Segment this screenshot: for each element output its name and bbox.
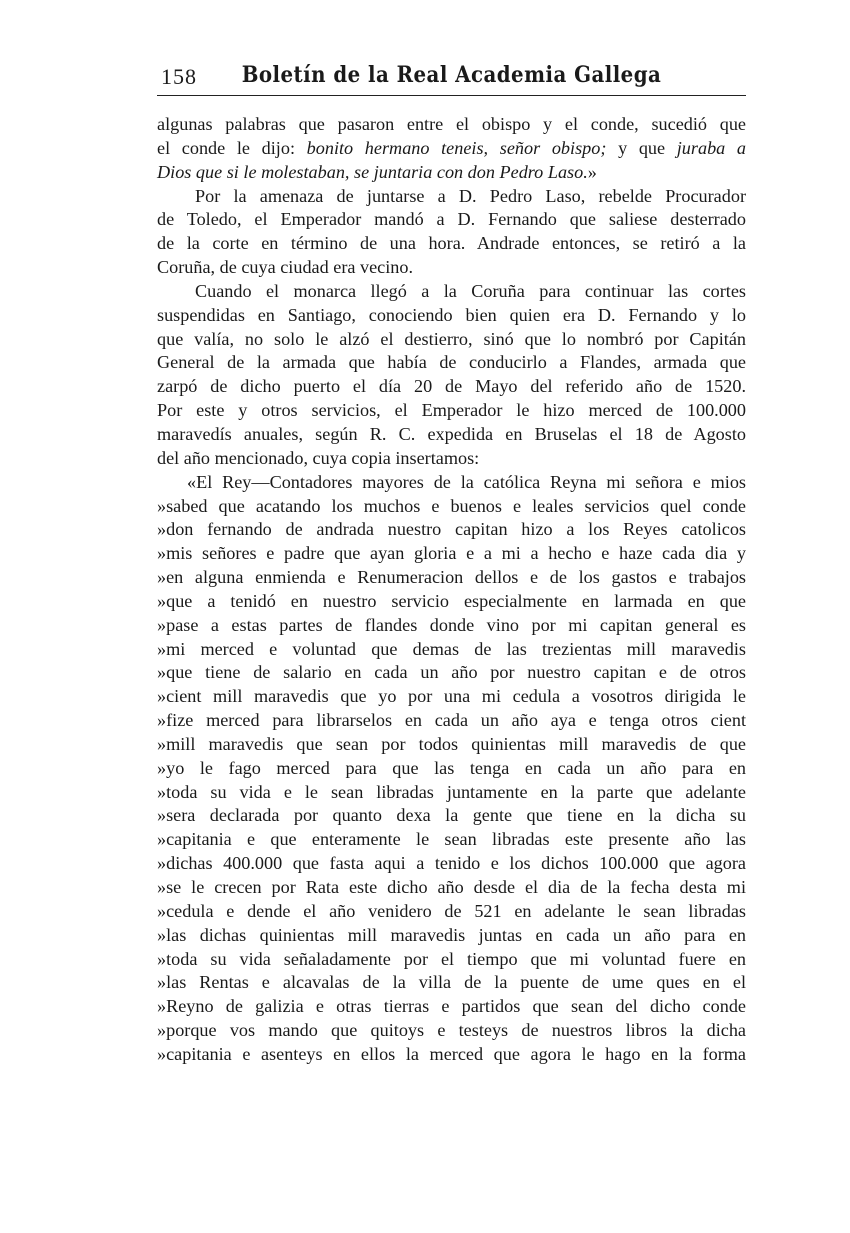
text-segment: »fize merced para librarselos en cada un año aya e tenga otros cient — [157, 710, 746, 731]
text-line — [157, 495, 746, 519]
text-segment: de la corte en término de una hora. Andrade entonces, se retiró a la — [157, 233, 746, 254]
text-line — [157, 733, 746, 757]
text-line — [157, 781, 746, 805]
text-line — [157, 256, 746, 280]
text-segment: »que a tenidó en nuestro servicio especialmente en larmada en que — [157, 590, 746, 611]
text-segment: Por la amenaza de juntarse a D. Pedro Laso, rebelde Procurador — [195, 185, 746, 206]
text-line — [157, 471, 746, 495]
text-line — [157, 900, 746, 924]
text-line — [157, 423, 746, 447]
text-line — [157, 208, 746, 232]
text-line — [157, 828, 746, 852]
text-line — [157, 971, 746, 995]
text-line — [157, 876, 746, 900]
text-line — [157, 661, 746, 685]
text-segment: maravedís anuales, según R. C. expedida en Bruselas el 18 de Agosto — [157, 423, 746, 444]
text-segment: »porque vos mando que quitoys e testeys de nuestros libros la dicha — [157, 1020, 746, 1041]
text-segment: y que — [606, 137, 677, 158]
italic-text-segment: bonito hermano teneis, señor obispo; — [306, 137, 607, 158]
text-segment: » — [587, 161, 597, 182]
text-line — [157, 351, 746, 375]
text-line — [157, 638, 746, 662]
page-number: 158 — [161, 64, 197, 89]
text-segment: suspendidas en Santiago, conociendo bien quien era D. Fernando y lo — [157, 304, 746, 325]
text-segment: General de la armada que había de conducirlo a Flandes, armada que — [157, 352, 746, 373]
text-segment: »mis señores e padre que ayan gloria e a mi a hecho e haze cada dia y — [157, 543, 746, 564]
text-line — [157, 542, 746, 566]
text-segment: »dichas 400.000 que fasta aqui a tenido e los dichos 100.000 que agora — [157, 853, 746, 874]
text-line — [157, 137, 746, 161]
text-segment: »capitania e asenteys en ellos la merced que agora le hago en la forma — [157, 1043, 746, 1064]
text-segment: »sera declarada por quanto dexa la gente que tiene en la dicha su — [157, 805, 746, 826]
text-segment: »toda su vida señaladamente por el tiempo que mi voluntad fuere en — [157, 948, 746, 969]
text-segment: »cient mill maravedis que yo por una mi cedula a vosotros dirigida le — [157, 686, 746, 707]
text-segment: »pase a estas partes de flandes donde vino por mi capitan general es — [157, 614, 746, 635]
text-segment: »Reyno de galizia e otras tierras e partidos que sean del dicho conde — [157, 996, 746, 1017]
text-segment: Coruña, de cuya ciudad era vecino. — [157, 257, 414, 278]
text-line — [157, 161, 746, 185]
text-segment: del año mencionado, cuya copia insertamos: — [157, 447, 480, 468]
text-line — [157, 804, 746, 828]
text-segment: algunas palabras que pasaron entre el obispo y el conde, sucedió que — [157, 114, 746, 134]
text-segment: que valía, no solo le alzó el destierro, sinó que lo nombró por Capitán — [157, 328, 746, 349]
text-segment: »mi merced e voluntad que demas de las trezientas mill maravedis — [157, 638, 746, 659]
text-line — [157, 924, 746, 948]
text-segment: »en alguna enmienda e Renumeracion dellos e de los gastos e trabajos — [157, 567, 746, 588]
text-segment: »yo le fago merced para que las tenga en cada un año para en — [157, 757, 746, 778]
text-segment: »que tiene de salario en cada un año por nuestro capitan e de otros — [157, 662, 746, 683]
italic-text-segment: juraba a — [676, 137, 747, 158]
text-segment: de Toledo, el Emperador mandó a D. Fernando que saliese desterrado — [157, 209, 746, 230]
text-segment: zarpó de dicho puerto el día 20 de Mayo del referido año de 1520. — [157, 376, 746, 397]
text-segment: »don fernando de andrada nuestro capitan hizo a los Reyes catolicos — [157, 519, 746, 540]
text-segment: »mill maravedis que sean por todos quinientas mill maravedis de que — [157, 733, 746, 754]
text-line — [157, 948, 746, 972]
text-line — [157, 685, 746, 709]
text-line — [157, 375, 746, 399]
text-segment: »cedula e dende el año venidero de 521 en adelante le sean libradas — [157, 900, 746, 921]
running-title: Boletín de la Real Academia Gallega — [241, 62, 662, 88]
text-line — [157, 566, 746, 590]
text-segment: »las Rentas e alcavalas de la villa de la puente de ume ques en el — [157, 972, 746, 993]
text-segment: »se le crecen por Rata este dicho año desde el dia de la fecha desta mi — [157, 877, 746, 897]
text-segment: »las dichas quinientas mill maravedis juntas en cada un año para en — [157, 924, 746, 945]
text-line — [157, 1019, 746, 1043]
text-line — [157, 757, 746, 781]
text-line — [157, 399, 746, 423]
text-line — [157, 590, 746, 614]
text-line — [157, 328, 746, 352]
text-line — [157, 852, 746, 876]
running-header — [157, 62, 746, 94]
text-segment: »sabed que acatando los muchos e buenos e leales servicios quel conde — [157, 495, 746, 516]
text-line — [157, 185, 746, 209]
text-segment: «El Rey—Contadores mayores de la católica Reyna mi señora e mios — [187, 471, 746, 492]
header-rule — [157, 95, 746, 96]
text-line — [157, 232, 746, 256]
text-line — [157, 304, 746, 328]
text-line — [157, 995, 746, 1019]
text-line — [157, 518, 746, 542]
body-text — [157, 113, 746, 1067]
text-line — [157, 113, 746, 137]
text-line — [157, 709, 746, 733]
text-line — [157, 280, 746, 304]
italic-text-segment: Dios que si le molestaban, se juntaria con don Pedro Laso. — [157, 161, 588, 182]
text-line — [157, 1043, 746, 1067]
text-segment: »toda su vida e le sean libradas juntamente en la parte que adelante — [157, 781, 746, 802]
text-segment: Por este y otros servicios, el Emperador le hizo merced de 100.000 — [157, 400, 746, 421]
text-line — [157, 447, 746, 471]
text-line — [157, 614, 746, 638]
text-segment: el conde le dijo: — [157, 137, 307, 158]
text-segment: Cuando el monarca llegó a la Coruña para continuar las cortes — [195, 280, 746, 301]
text-segment: »capitania e que enteramente le sean libradas este presente año las — [157, 829, 746, 850]
